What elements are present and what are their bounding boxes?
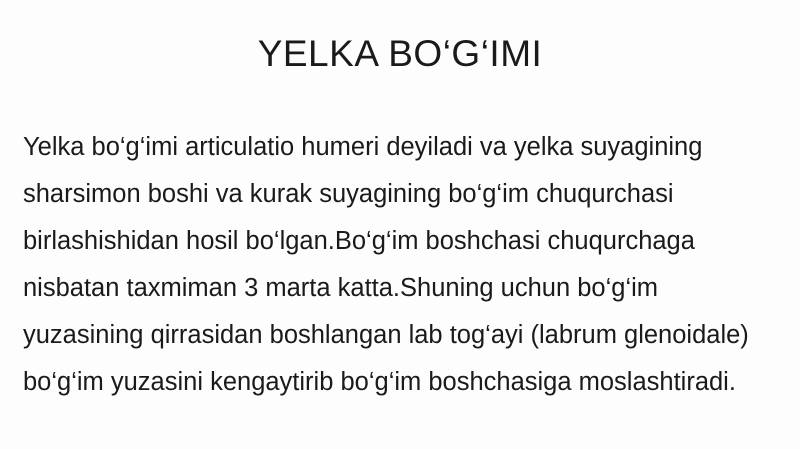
body-text-line: Yelka bo‘g‘imi articulatio humeri deyiladi va yelka suyagining	[23, 133, 703, 161]
body-text-line: sharsimon boshi va kurak suyagining bo‘g‘im chuqurchasi	[23, 180, 674, 208]
body-text-line: bo‘g‘im yuzasini kengaytirib bo‘g‘im boshchasiga moslashtiradi.	[23, 368, 736, 396]
slide-body-text	[23, 124, 790, 406]
body-text-line: birlashishidan hosil bo‘lgan.Bo‘g‘im boshchasi chuqurchaga	[23, 227, 695, 255]
slide-title: YELKA BO‘G‘IMI	[257, 33, 543, 74]
body-text-line: nisbatan taxmiman 3 marta katta.Shuning uchun bo‘g‘im	[23, 274, 659, 302]
body-text-line: yuzasining qirrasidan boshlangan lab tog‘ayi (labrum glenoidale)	[23, 321, 749, 349]
